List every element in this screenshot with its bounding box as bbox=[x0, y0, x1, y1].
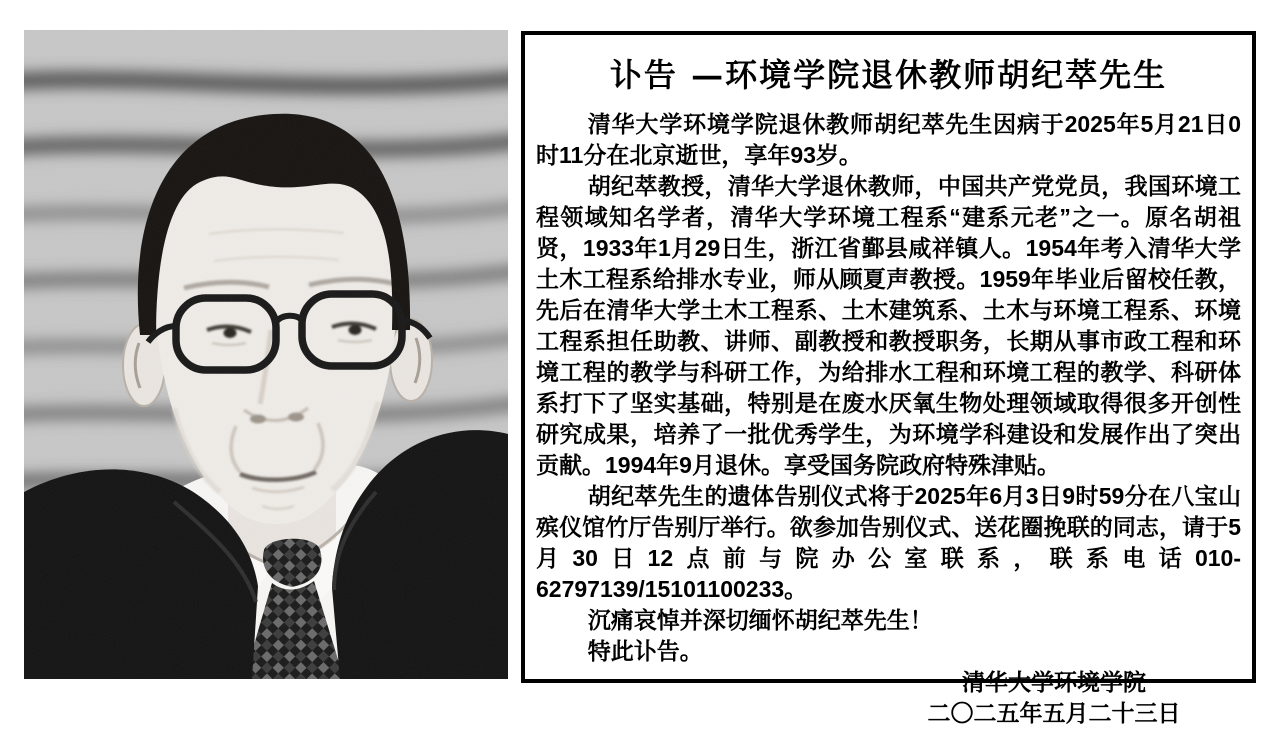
notice-box bbox=[521, 31, 1256, 726]
portrait-photo bbox=[24, 30, 508, 679]
obituary-paragraph-death: 清华大学环境学院退休教师胡纪萃先生因病于2025年5月21日0时11分在北京逝世，享年93岁。 bbox=[536, 111, 1241, 168]
obituary-paragraph-ceremony: 胡纪萃先生的遗体告别仪式将于2025年6月3日9时59分在八宝山殡仪馆竹厅告别厅举行。欲参加告别仪式、送花圈挽联的同志，请于5月30日12点前与院办公室联系，联系电话010-62797139/15101100233。 bbox=[536, 483, 1241, 602]
obituary-paragraph-biography: 胡纪萃教授，清华大学退休教师，中国共产党党员，我国环境工程领域知名学者，清华大学环境工程系“建系元老”之一。原名胡祖贤，1933年1月29日生，浙江省鄞县咸祥镇人。1954年考入清华大学土木工程系给排水专业，师从顾夏声教授。1959年毕业后留校任教，先后在清华大学土木工程系、土木建筑系、土木与环境工程系、环境工程系担任助教、讲师、副教授和教授职务，长期从事市政工程和环境工程的教学与科研工作，为给排水工程和环境工程的教学、科研体系打下了坚实基础，特别是在废水厌氧生物处理领域取得很多开创性研究成果，培养了一批优秀学生，为环境学科建设和发展作出了突出贡献。1994年9月退休。享受国务院政府特殊津贴。 bbox=[536, 173, 1241, 478]
portrait-photo-drawing bbox=[24, 30, 508, 679]
signature-org: 清华大学环境学院 bbox=[962, 669, 1146, 695]
obituary-paragraph-mourning: 沉痛哀悼并深切缅怀胡纪萃先生！ bbox=[587, 607, 933, 633]
obituary-paragraph-closing: 特此讣告。 bbox=[587, 638, 703, 664]
notice-title: 讣告 —环境学院退休教师胡纪萃先生 bbox=[609, 56, 1168, 94]
notice-body bbox=[536, 109, 1241, 667]
signature-date: 二〇二五年五月二十三日 bbox=[927, 700, 1181, 726]
